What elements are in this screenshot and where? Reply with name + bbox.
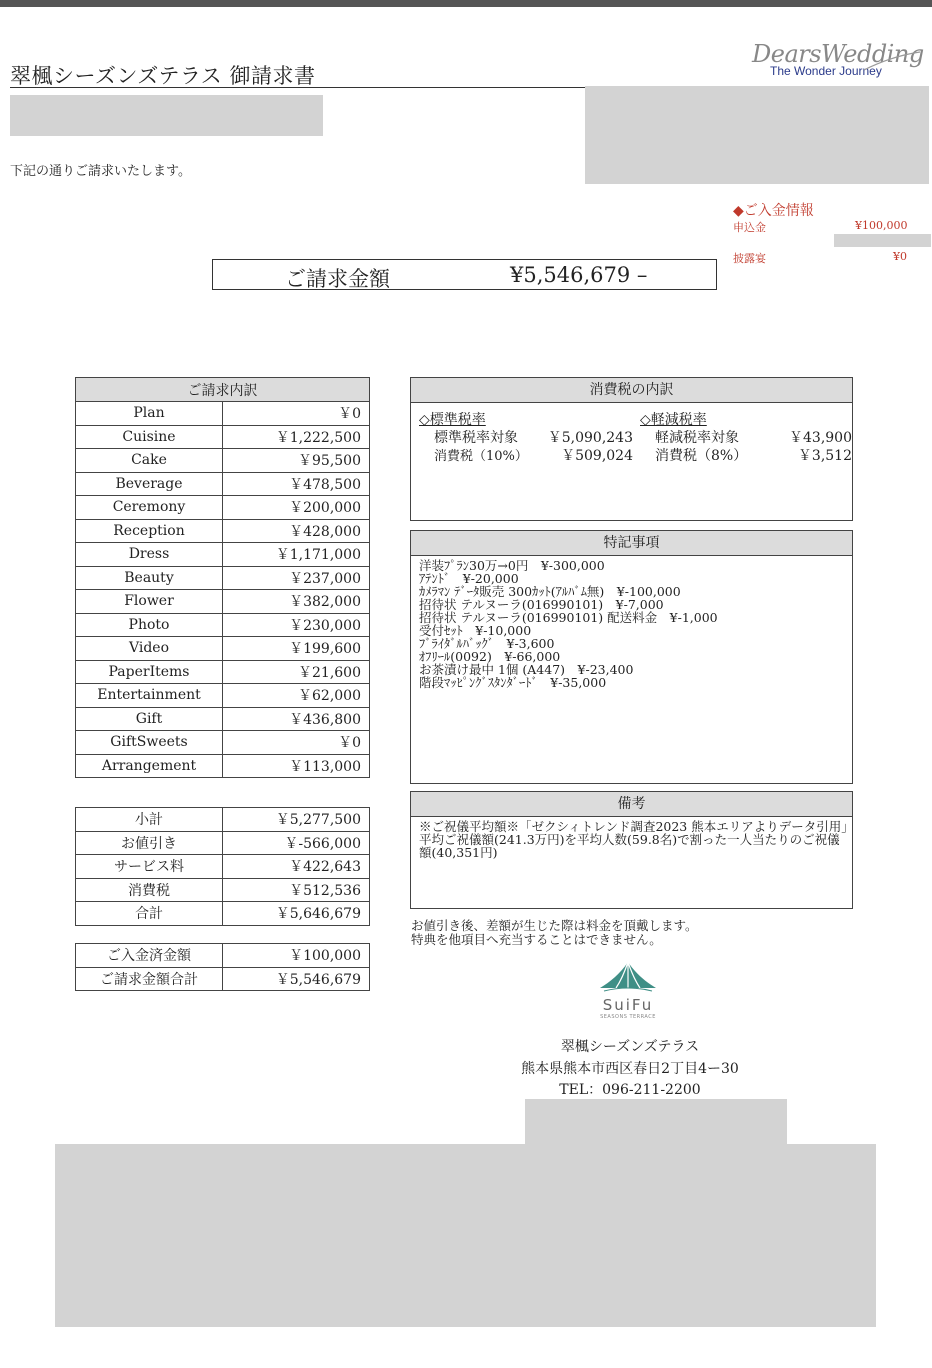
summary-value: ￥-566,000 xyxy=(223,831,370,855)
table-row xyxy=(76,472,370,496)
payment-info-label: 披露宴 xyxy=(733,252,766,265)
standard-target-label: 標準税率対象 xyxy=(434,430,518,446)
reduced-tax-value: ￥3,512 xyxy=(797,448,852,464)
tax-panel xyxy=(410,377,853,521)
terms-notes xyxy=(411,919,698,947)
payment-table xyxy=(75,943,370,991)
table-row xyxy=(76,519,370,543)
venue-address: 熊本県熊本市西区春日2丁目4ー30 xyxy=(521,1061,739,1077)
dears-wedding-logo xyxy=(752,40,922,78)
breakdown-value: ￥113,000 xyxy=(223,754,370,778)
list-item: 招待状 テルヌーラ(016990101) ¥-7,000 xyxy=(419,597,664,612)
terms-line: お値引き後、差額が生じた際は料金を頂戴します。 xyxy=(411,918,698,933)
suifu-logo xyxy=(598,960,658,1020)
special-notes-panel xyxy=(410,530,853,784)
list-item: お茶漬け最中 1個 (A447) ¥-23,400 xyxy=(419,662,634,677)
table-row xyxy=(76,754,370,778)
breakdown-value: ￥0 xyxy=(223,402,370,426)
breakdown-label: Photo xyxy=(76,613,223,637)
suifu-logo-tag: SEASONS TERRACE xyxy=(600,1014,656,1020)
breakdown-value: ￥230,000 xyxy=(223,613,370,637)
table-row xyxy=(76,590,370,614)
table-row xyxy=(76,660,370,684)
list-item: 受付ｾｯﾄ ¥-10,000 xyxy=(419,623,532,638)
tent-icon xyxy=(598,960,658,994)
summary-value: ￥422,643 xyxy=(223,855,370,879)
venue-tel: TEL：096-211-2200 xyxy=(559,1082,701,1098)
list-item: ﾌﾞﾗｲﾀﾞﾙﾊﾞｯｸﾞ ¥-3,600 xyxy=(419,636,555,651)
summary-label: サービス料 xyxy=(76,855,223,879)
breakdown-label: GiftSweets xyxy=(76,731,223,755)
breakdown-label: Ceremony xyxy=(76,496,223,520)
breakdown-heading: ご請求内訳 xyxy=(76,378,370,402)
redacted-payment-date xyxy=(834,234,931,247)
list-item: 招待状 テルヌーラ(016990101) 配送料金 ¥-1,000 xyxy=(419,610,718,625)
table-row xyxy=(76,613,370,637)
table-row xyxy=(76,731,370,755)
payment-info-value: ¥0 xyxy=(893,250,907,263)
breakdown-value: ￥382,000 xyxy=(223,590,370,614)
reduced-rate-title: ◇軽減税率 xyxy=(640,412,707,428)
table-row xyxy=(76,707,370,731)
swoosh-icon xyxy=(862,50,922,72)
special-notes-heading: 特記事項 xyxy=(411,531,852,556)
table-row xyxy=(76,543,370,567)
payment-info-heading: ◆ご入金情報 xyxy=(733,203,814,219)
redacted-footer xyxy=(55,1144,876,1327)
breakdown-label: Video xyxy=(76,637,223,661)
summary-value: ￥512,536 xyxy=(223,878,370,902)
dears-wedding-logo-text: DearsWedding xyxy=(752,40,924,68)
payment-value: ￥5,546,679 xyxy=(223,967,370,991)
table-row xyxy=(76,831,370,855)
breakdown-label: Entertainment xyxy=(76,684,223,708)
list-item: 洋装ﾌﾟﾗﾝ30万→0円 ¥-300,000 xyxy=(419,558,605,573)
breakdown-value: ￥199,600 xyxy=(223,637,370,661)
breakdown-table xyxy=(75,377,370,778)
redacted-address-block xyxy=(585,86,929,184)
standard-tax-value: ￥509,024 xyxy=(561,448,633,464)
breakdown-value: ￥1,222,500 xyxy=(223,425,370,449)
breakdown-label: Cuisine xyxy=(76,425,223,449)
breakdown-value: ￥62,000 xyxy=(223,684,370,708)
payment-label: ご入金済金額 xyxy=(76,944,223,968)
summary-value: ￥5,277,500 xyxy=(223,808,370,832)
table-row xyxy=(76,449,370,473)
summary-label: 合計 xyxy=(76,902,223,926)
redacted-staff xyxy=(525,1099,787,1145)
table-row xyxy=(76,902,370,926)
breakdown-label: Dress xyxy=(76,543,223,567)
invoice-total-value: ¥5,546,679 – xyxy=(510,263,648,287)
table-row xyxy=(76,496,370,520)
suifu-logo-name: SuiFu xyxy=(602,996,654,1014)
venue-name: 翠楓シーズンズテラス xyxy=(560,1039,700,1055)
breakdown-label: Beauty xyxy=(76,566,223,590)
breakdown-label: Gift xyxy=(76,707,223,731)
title-underline xyxy=(10,87,585,88)
breakdown-label: Arrangement xyxy=(76,754,223,778)
payment-info-label: 申込金 xyxy=(733,221,766,234)
breakdown-label: Flower xyxy=(76,590,223,614)
redacted-recipient xyxy=(10,95,323,136)
table-row xyxy=(76,855,370,879)
summary-label: 小計 xyxy=(76,808,223,832)
reduced-target-label: 軽減税率対象 xyxy=(655,430,739,446)
summary-value: ￥5,646,679 xyxy=(223,902,370,926)
breakdown-value: ￥428,000 xyxy=(223,519,370,543)
tax-heading: 消費税の内訳 xyxy=(411,378,852,403)
top-bar xyxy=(0,0,932,7)
table-row xyxy=(76,425,370,449)
list-item: ｱﾃﾝﾄﾞ ¥-20,000 xyxy=(419,571,519,586)
table-row xyxy=(76,967,370,991)
dears-wedding-tagline: The Wonder Journey xyxy=(770,64,882,78)
table-row xyxy=(76,402,370,426)
payment-info-value: ¥100,000 xyxy=(855,219,908,232)
table-row xyxy=(76,566,370,590)
breakdown-value: ￥200,000 xyxy=(223,496,370,520)
remarks-heading: 備考 xyxy=(411,792,852,817)
reduced-target-value: ￥43,900 xyxy=(789,430,852,446)
invoice-total-box xyxy=(212,259,717,290)
payment-value: ￥100,000 xyxy=(223,944,370,968)
list-item: ｶﾒﾗﾏﾝ ﾃﾞｰﾀ販売 300ｶｯﾄ(ｱﾙﾊﾞﾑ無) ¥-100,000 xyxy=(419,584,681,599)
special-notes-list xyxy=(419,559,718,689)
breakdown-value: ￥95,500 xyxy=(223,449,370,473)
payment-info xyxy=(733,200,814,220)
table-row xyxy=(76,808,370,832)
breakdown-label: PaperItems xyxy=(76,660,223,684)
breakdown-value: ￥21,600 xyxy=(223,660,370,684)
table-row xyxy=(76,637,370,661)
breakdown-value: ￥478,500 xyxy=(223,472,370,496)
table-row xyxy=(76,684,370,708)
breakdown-value: ￥436,800 xyxy=(223,707,370,731)
standard-rate-title: ◇標準税率 xyxy=(419,412,486,428)
list-item: ｵﾌﾘｰﾙ(0092) ¥-66,000 xyxy=(419,649,561,664)
invoice-total-label: ご請求金額 xyxy=(285,267,390,291)
breakdown-value: ￥237,000 xyxy=(223,566,370,590)
summary-table xyxy=(75,807,370,926)
payment-label: ご請求金額合計 xyxy=(76,967,223,991)
remarks-text: ※ご祝儀平均額※「ゼクシィトレンド調査2023 熊本エリアよりデータ引用」平均ご祝儀額(241.3万円)を平均人数(59.8名)で割った一人当たりのご祝儀額(40,351円) xyxy=(419,819,848,860)
terms-line: 特典を他項目へ充当することはできません。 xyxy=(411,932,662,947)
standard-tax-label: 消費税（10%） xyxy=(434,449,528,464)
breakdown-label: Beverage xyxy=(76,472,223,496)
breakdown-value: ￥0 xyxy=(223,731,370,755)
breakdown-label: Reception xyxy=(76,519,223,543)
list-item: 階段ﾏｯﾋﾟﾝｸﾞｽﾀﾝﾀﾞｰﾄﾞ ¥-35,000 xyxy=(419,675,607,690)
standard-target-value: ￥5,090,243 xyxy=(547,430,633,446)
page-title: 翠楓シーズンズテラス 御請求書 xyxy=(10,64,316,88)
intro-text: 下記の通りご請求いたします。 xyxy=(10,164,191,179)
breakdown-label: Plan xyxy=(76,402,223,426)
table-row xyxy=(76,944,370,968)
table-row xyxy=(76,878,370,902)
reduced-tax-label: 消費税（8%） xyxy=(655,448,748,464)
remarks-panel xyxy=(410,791,853,909)
breakdown-value: ￥1,171,000 xyxy=(223,543,370,567)
summary-label: お値引き xyxy=(76,831,223,855)
summary-label: 消費税 xyxy=(76,878,223,902)
breakdown-label: Cake xyxy=(76,449,223,473)
